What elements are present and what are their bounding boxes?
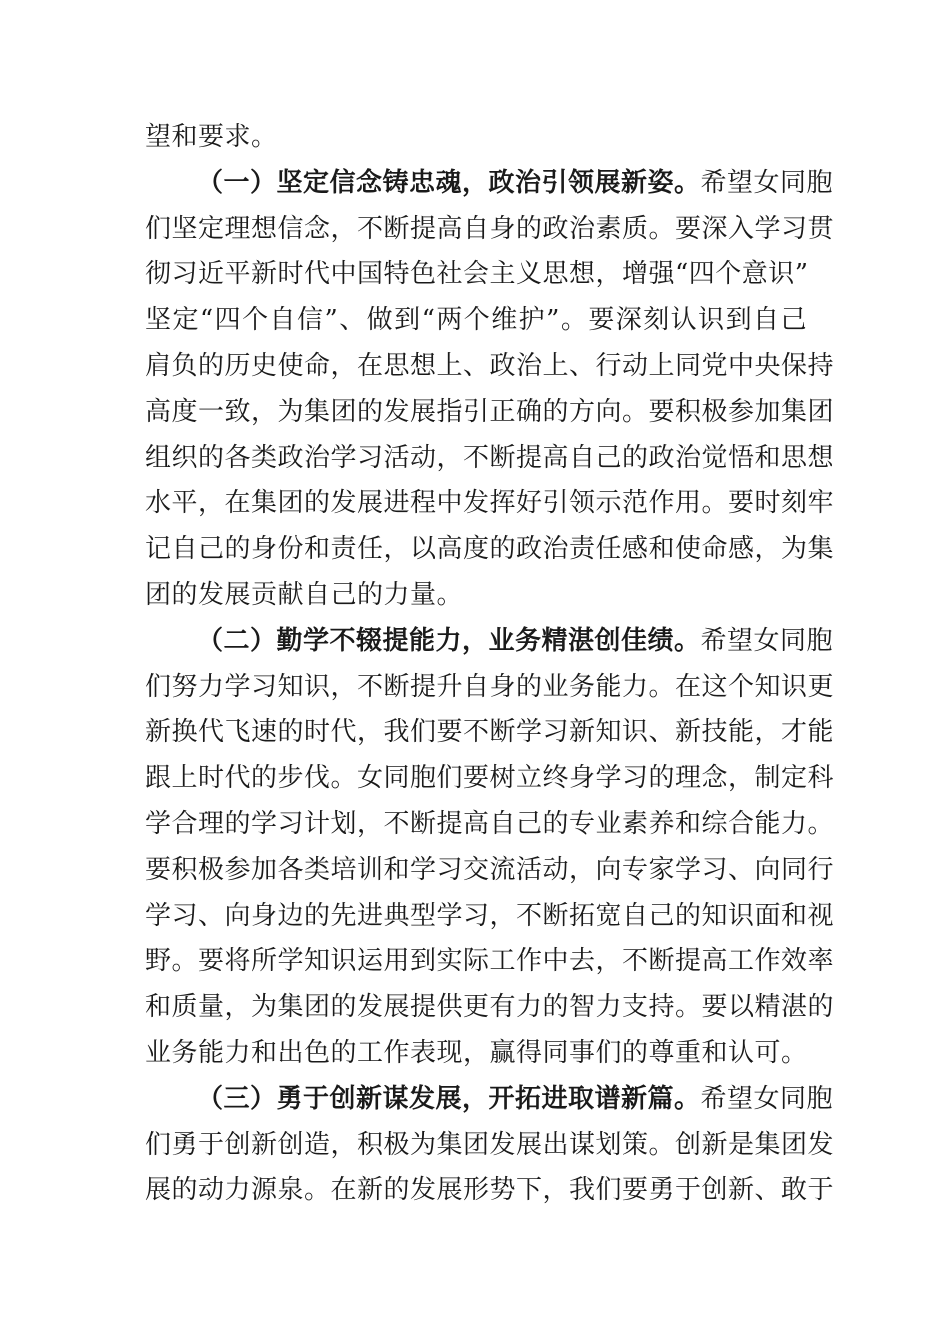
line-text: 记自己的身份和责任，以高度的政治责任感和使命感，为集	[145, 534, 835, 565]
line-text: 彻习近平新时代中国特色社会主义思想，增强“四个意识”	[145, 259, 809, 290]
line-text: 望和要求。	[145, 122, 278, 152]
text-line	[145, 756, 835, 802]
line-text: 展的动力源泉。在新的发展形势下，我们要勇于创新、敢于	[145, 1175, 835, 1206]
line-text: 坚定“四个自信”、做到“两个维护”。要深刻认识到自己	[145, 305, 807, 336]
text-line	[145, 848, 835, 894]
text-line	[145, 894, 835, 940]
text-line	[145, 985, 835, 1031]
paragraph	[145, 115, 807, 161]
text-line	[145, 802, 835, 848]
section-heading: （一）坚定信念铸忠魂，政治引领展新姿。	[197, 167, 701, 198]
line-text: 野。要将所学知识运用到实际工作中去，不断提高工作效率	[145, 946, 835, 977]
line-text: 学习、向身边的先进典型学习，不断拓宽自己的知识面和视	[145, 900, 835, 931]
line-text: 要积极参加各类培训和学习交流活动，向专家学习、向同行	[145, 854, 835, 885]
text-line	[145, 161, 834, 207]
line-text: 希望女同胞	[700, 625, 834, 656]
line-text: 高度一致，为集团的发展指引正确的方向。要积极参加集团	[145, 396, 835, 427]
text-line	[145, 1031, 807, 1077]
text-line	[145, 481, 835, 527]
line-text: 肩负的历史使命，在思想上、政治上、行动上同党中央保持	[145, 350, 835, 381]
line-text: 跟上时代的步伐。女同胞们要树立终身学习的理念，制定科	[145, 763, 835, 794]
text-line	[145, 1168, 835, 1214]
text-line	[145, 298, 807, 344]
text-line	[145, 436, 835, 482]
text-line	[145, 390, 835, 436]
line-text: 水平，在集团的发展进程中发挥好引领示范作用。要时刻牢	[145, 488, 835, 519]
line-text: 团的发展贡献自己的力量。	[145, 579, 464, 610]
line-text: 们努力学习知识，不断提升自身的业务能力。在这个知识更	[145, 671, 835, 702]
line-text: 和质量，为集团的发展提供更有力的智力支持。要以精湛的	[145, 992, 835, 1023]
paragraph	[145, 1077, 835, 1214]
section-heading: （三）勇于创新谋发展，开拓进取谱新篇。	[197, 1083, 701, 1114]
text-line	[145, 344, 835, 390]
line-text: 们坚定理想信念，不断提高自身的政治素质。要深入学习贯	[145, 213, 835, 244]
text-line	[145, 939, 835, 985]
line-text: 业务能力和出色的工作表现，赢得同事们的尊重和认可。	[145, 1037, 808, 1068]
text-line	[145, 619, 834, 665]
text-line	[145, 1077, 834, 1123]
line-text: 们勇于创新创造，积极为集团发展出谋划策。创新是集团发	[145, 1129, 835, 1160]
paragraph	[145, 619, 835, 1077]
line-text: 组织的各类政治学习活动，不断提高自己的政治觉悟和思想	[145, 442, 835, 473]
paragraph	[145, 161, 835, 619]
line-text: 希望女同胞	[700, 167, 834, 198]
text-line	[145, 710, 835, 756]
line-text: 新换代飞速的时代，我们要不断学习新知识、新技能，才能	[145, 717, 835, 748]
text-line	[145, 207, 835, 253]
section-heading: （二）勤学不辍提能力，业务精湛创佳绩。	[197, 625, 701, 656]
line-text: 希望女同胞	[700, 1083, 834, 1114]
text-line	[145, 115, 807, 161]
text-line	[145, 665, 835, 711]
text-line	[145, 573, 807, 619]
document-body	[145, 115, 835, 1214]
text-line	[145, 252, 807, 298]
line-text: 学合理的学习计划，不断提高自己的专业素养和综合能力。	[145, 808, 835, 839]
text-line	[145, 527, 835, 573]
text-line	[145, 1123, 835, 1169]
